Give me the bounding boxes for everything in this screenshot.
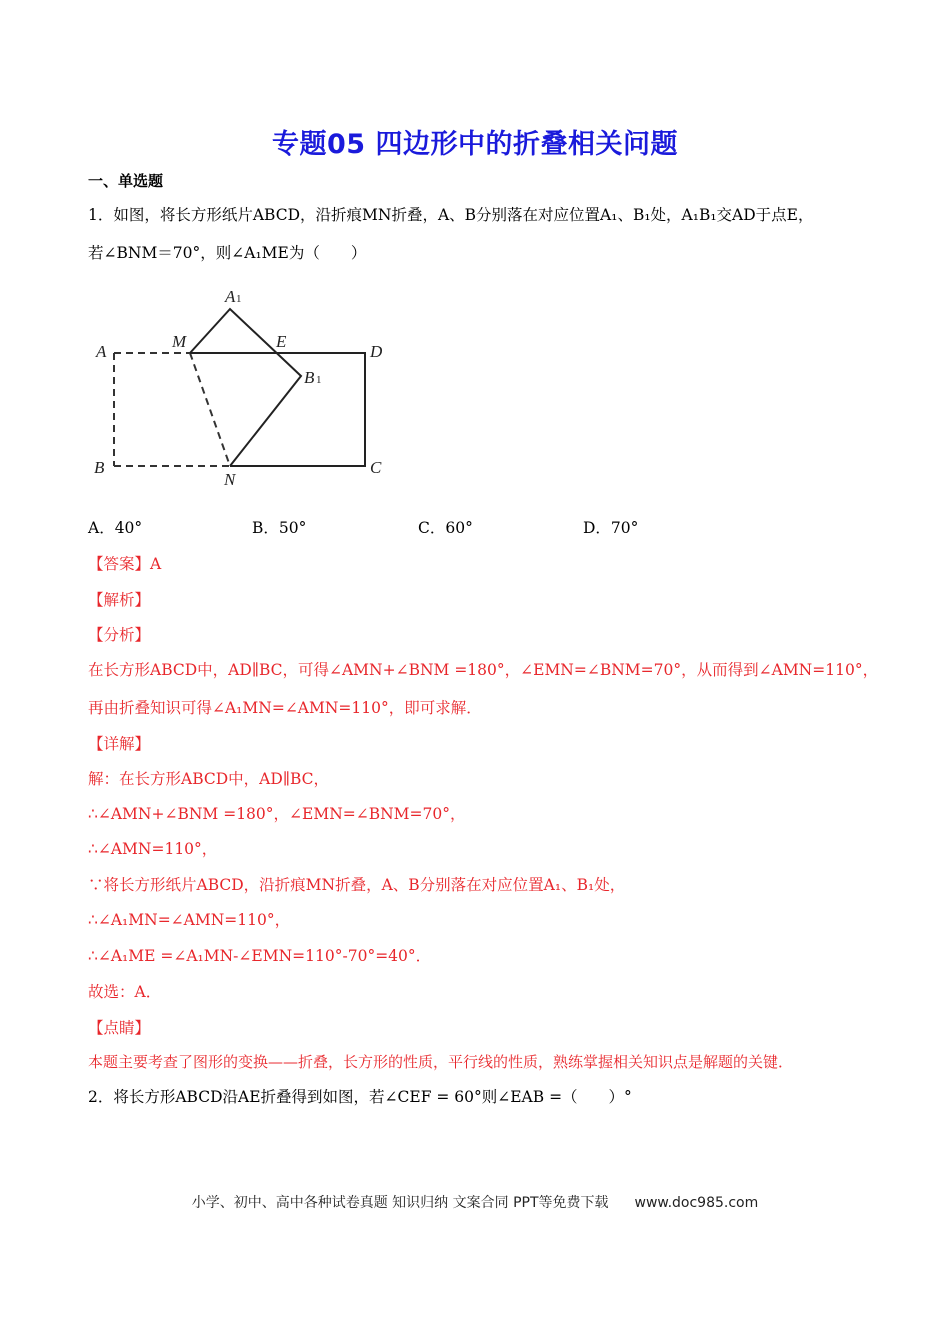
detail-line-3: ∴∠AMN=110°，: [88, 840, 218, 858]
point-text: 本题主要考查了图形的变换——折叠，长方形的性质，平行线的性质，熟练掌握相关知识点是解题的关键．: [88, 1053, 794, 1071]
page-footer: [0, 1192, 950, 1212]
detail-tag: 【详解】: [88, 735, 151, 753]
footer-url[interactable]: www.doc985.com: [634, 1195, 759, 1211]
detail-line-2: ∴∠AMN+∠BNM =180°，∠EMN=∠BNM=70°，: [88, 805, 466, 823]
label-A1-sub: 1: [236, 293, 242, 305]
option-c: C．60°: [418, 519, 473, 537]
rectangle-remaining: [190, 353, 365, 466]
label-M: M: [172, 332, 187, 351]
detail-line-7: 故选：A．: [88, 983, 162, 1001]
detail-line-5: ∴∠A₁MN=∠AMN=110°，: [88, 911, 291, 929]
option-a: A．40°: [88, 519, 143, 537]
answer-tag: 【答案】: [88, 555, 151, 573]
footer-text: 小学、初中、高中各种试卷真题 知识归纳 文案合同 PPT等免费下载: [191, 1195, 609, 1211]
label-A1: A: [225, 287, 236, 306]
question-1-line-2: 若∠BNM＝70°，则∠A₁ME为（ ）: [88, 244, 367, 262]
question-2-line: 2．将长方形ABCD沿AE折叠得到如图，若∠CEF = 60°则∠EAB =（ ）°: [88, 1088, 632, 1106]
label-C: C: [370, 458, 382, 477]
question-1-line-1: 1．如图，将长方形纸片ABCD，沿折痕MN折叠，A、B分别落在对应位置A₁、B₁处，A₁B₁交AD于点E，: [88, 206, 814, 224]
detail-line-4: ∵将长方形纸片ABCD，沿折痕MN折叠，A、B分别落在对应位置A₁、B₁处，: [88, 876, 626, 894]
fenxi-tag: 【分析】: [88, 626, 151, 644]
label-D: D: [370, 342, 383, 361]
detail-line-1: 解：在长方形ABCD中，AD∥BC，: [88, 770, 329, 788]
crease-MN: [190, 353, 230, 466]
detail-line-6: ∴∠A₁ME =∠A₁MN-∠EMN=110°-70°=40°．: [88, 947, 432, 965]
answer-value: A: [150, 555, 162, 573]
section-heading: 一、单选题: [88, 172, 164, 190]
label-N: N: [224, 470, 236, 489]
label-B1: B: [304, 368, 315, 387]
fenxi-line-1: 在长方形ABCD中，AD∥BC，可得∠AMN+∠BNM =180°，∠EMN=∠BNM=70°，从而得到∠AMN=110°，: [88, 661, 879, 679]
analysis-tag: 【解析】: [88, 591, 151, 609]
label-A: A: [96, 342, 107, 361]
label-B: B: [94, 458, 105, 477]
fenxi-line-2: 再由折叠知识可得∠A₁MN=∠AMN=110°，即可求解．: [88, 699, 482, 717]
point-tag: 【点睛】: [88, 1019, 151, 1037]
label-B1-sub: 1: [316, 374, 322, 386]
option-b: B．50°: [252, 519, 307, 537]
folding-figure: [80, 280, 410, 495]
answer-row: [88, 552, 161, 574]
label-E: E: [276, 332, 287, 351]
page-title: 专题05 四边形中的折叠相关问题: [272, 129, 678, 160]
option-d: D．70°: [583, 519, 639, 537]
